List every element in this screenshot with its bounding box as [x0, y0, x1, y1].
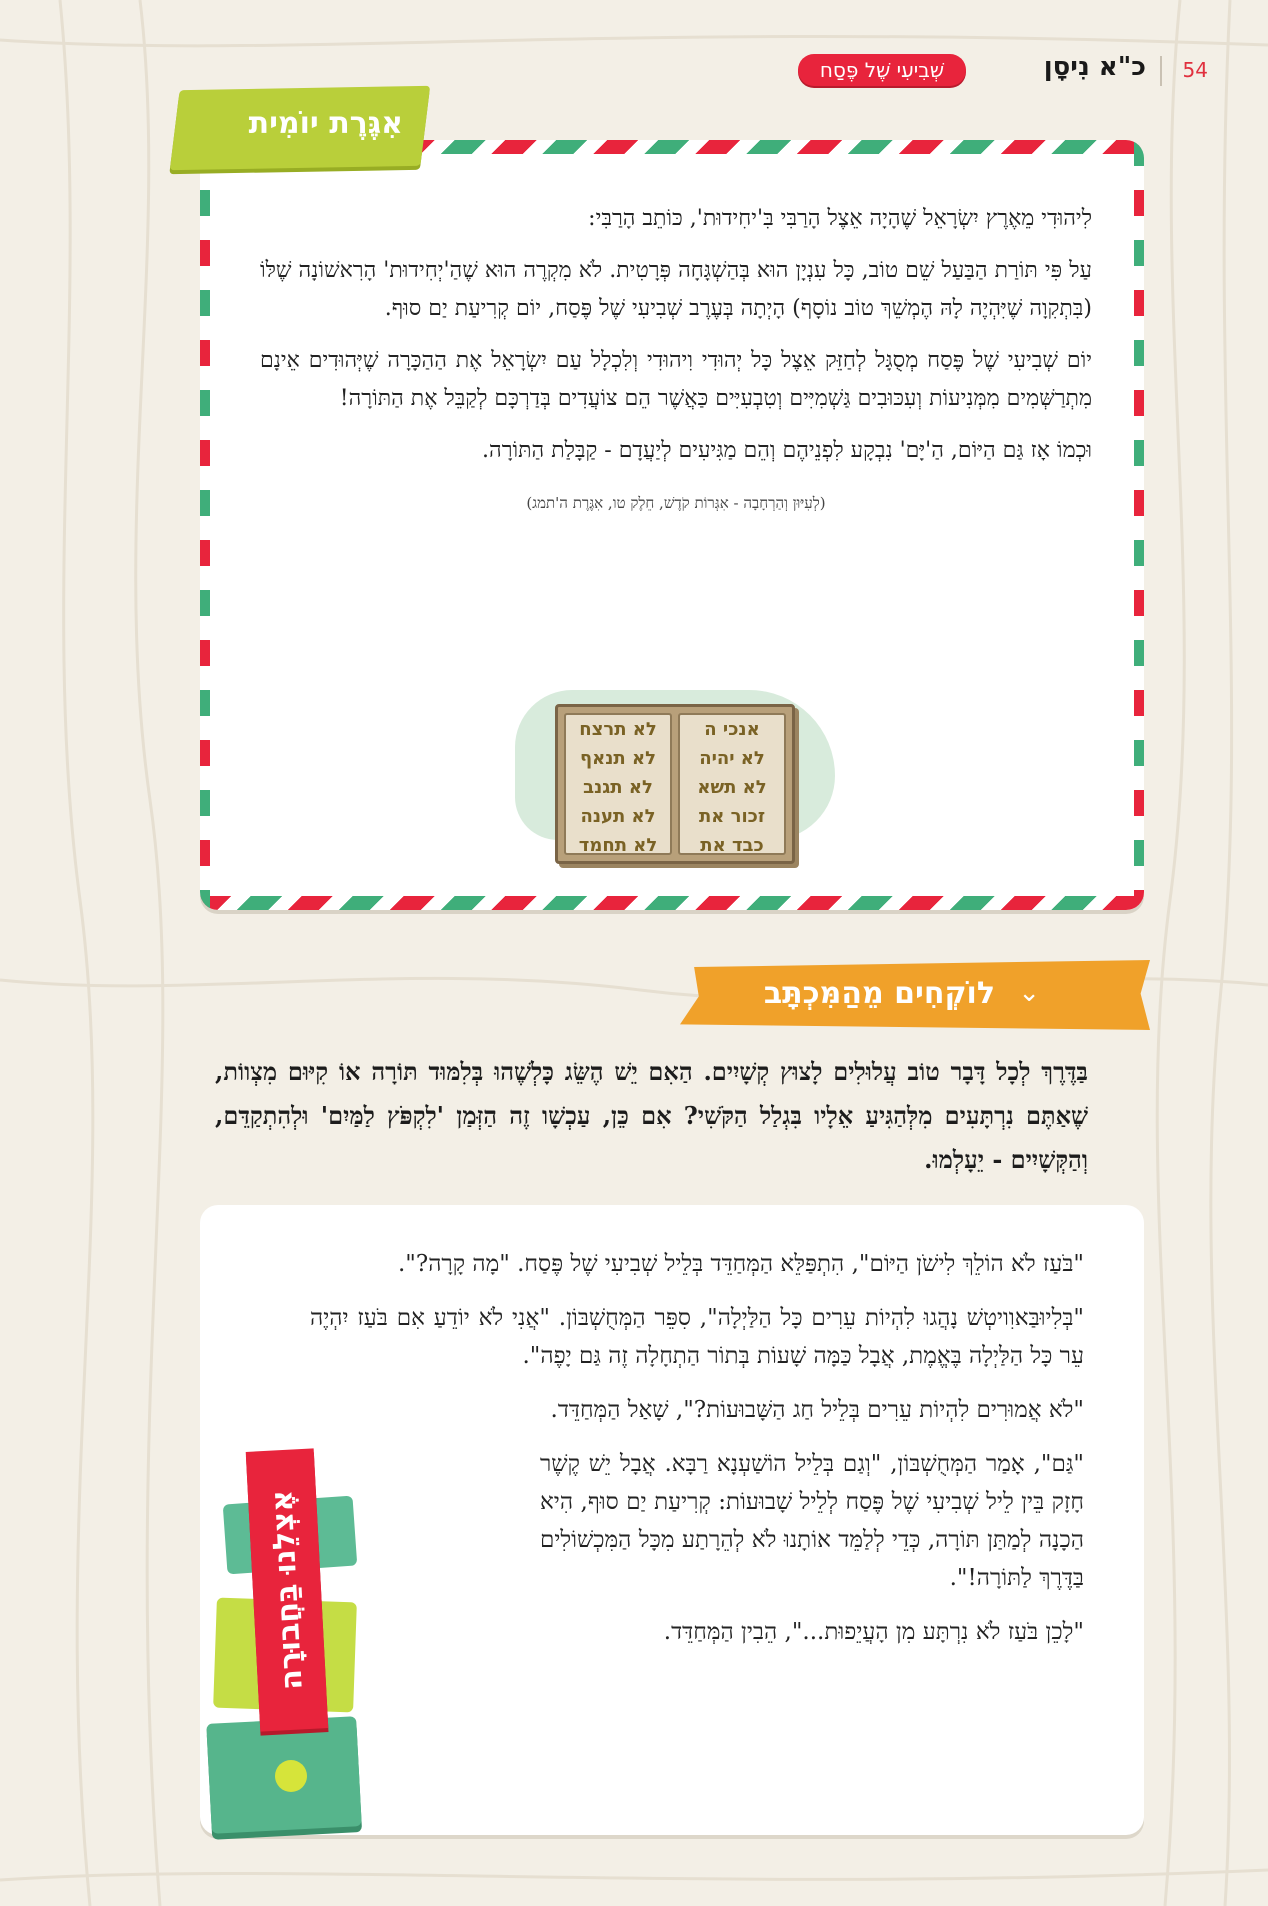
side-tag-strip: [246, 1448, 329, 1731]
letter-paragraph: וּכְמוֹ אָז גַּם הַיּוֹם, הַ'יָּם' נִבְקָע לִפְנֵיהֶם וְהֵם מַגִּיעִים לְיַעֲדָם - קַבָּלַת הַתּוֹרָה.: [482, 438, 1092, 463]
header-date: כ"א נִיסָן: [1043, 52, 1146, 82]
story-paragraph: "לָכֵן בֹּעַז לֹא נִרְתָּע מִן הָעֲיֵפוּת...", הֵבִין הַמְּחַדֵּד.: [663, 1619, 1084, 1645]
airmail-stripes-right: [1134, 140, 1144, 910]
decor-dot: [275, 1760, 307, 1792]
airmail-stripes-bottom: [200, 896, 1144, 910]
page-header: [0, 52, 1208, 92]
letter-body: [260, 200, 1092, 522]
story-body: [310, 1245, 1084, 1667]
commandment: לא יהיה: [699, 748, 765, 769]
airmail-stripes-left: [200, 140, 210, 910]
tablets-illustration: [555, 700, 795, 880]
story-paragraph: "לֹא אֲמוּרִים לִהְיוֹת עֵרִים בְּלֵיל חַג הַשָּׁבוּעוֹת?", שָׁאַל הַמְּחַדֵּד.: [550, 1397, 1084, 1423]
commandment: לא תענה: [580, 806, 656, 827]
takeaway-title: לוֹקְחִים מֵהַמִּכְתָּב: [763, 976, 995, 1011]
letter-paragraph: עַל פִּי תּוֹרַת הַבַּעַל שֵׁם טוֹב, כָּל עִנְיָן הוּא בְּהַשְׁגָּחָה פְּרָטִית. לֹא מִקְרֶה הוּא שֶׁהַ'יְחִידוּת' הָרִאשׁוֹנָה שֶׁלּוֹ (בִּתְקִוָה שֶׁיִּהְיֶה לָהּ הֶמְשֵׁךְ טוֹב נוֹסָף) הָיְתָה בְּעֶרֶב שְׁבִיעִי שֶׁל פֶּסַח, יוֹם קְרִיעַת יַם סוּף.: [260, 258, 1092, 321]
commandment: כבד את: [700, 835, 764, 856]
takeaway-text: בַּדֶּרֶךְ לְכָל דָּבָר טוֹב עֲלוּלִים לָצוּץ קְשָׁיִים. הַאִם יֵשׁ הֶשֵּׂג כָּלְשֶׁהוּ בְּלִמּוּד תּוֹרָה אוֹ קִיּוּם מִצְווֹת, שֶׁאַתֶּם נִרְתָּעִים מִלְּהַגִּיעַ אֵלָיו בִּגְלַל הַקֹּשִׁי? אִם כֵּן, עַכְשָׁו זֶה הַזְּמַן 'לִקְפֹּץ לַמַּיִם' וּלְהִתְקַדֵּם, וְהַקְּשָׁיִים - יֵעָלְמוּ.: [215, 1057, 1088, 1174]
story-paragraph: "בֹּעַז לֹא הוֹלֵךְ לִישֹׁן הַיּוֹם", הִתְפַּלֵּא הַמְּחַדֵּד בְּלֵיל שְׁבִיעִי שֶׁל פֶּסַח. "מָה קָרָה?".: [397, 1251, 1084, 1277]
group-side-tag: [205, 1450, 365, 1840]
takeaway-ribbon: [680, 960, 1150, 1030]
topic-pill: שְׁבִיעִי שֶׁל פֶּסַח: [798, 54, 966, 86]
tag-title: אִגֶּרֶת יוֹמִית: [248, 106, 403, 141]
daily-letter-tag: [175, 88, 425, 168]
story-paragraph: "גַּם", אָמַר הַמְּחֻשְׁבּוֹן, "וְגַם בְּלֵיל הוֹשַׁעְנָא רַבָּא. אֲבָל יֵשׁ קֶשֶׁר חָזָק בֵּין לֵיל שְׁבִיעִי שֶׁל פֶּסַח לְלֵיל שָׁבוּעוֹת: קְרִיעַת יַם סוּף, הִיא הַכָנָה לְמַתַּן תּוֹרָה, כְּדֵי לְלַמֵּד אוֹתָנוּ לֹא לְהֵרָתַע מִכָּל הַמִּכְשׁוֹלִים בַּדֶּרֶךְ לַתּוֹרָה!".: [540, 1451, 1084, 1591]
story-paragraph: "בְּלִיוּבַּאוִויטְשׁ נָהֲגוּ לִהְיוֹת עֵרִים כָּל הַלַּיְלָה", סִפֵּר הַמְּחֻשְׁבּוֹן. "אֲנִי לֹא יוֹדֵעַ אִם בֹּעַז יִהְיֶה עֵר כָּל הַלַּיְלָה בֶּאֱמֶת, אֲבָל כַּמָּה שָׁעוֹת בְּתוֹר הַתְחָלָה זֶה גַּם יָפֶה".: [310, 1305, 1084, 1369]
commandment: לא תנאף: [580, 748, 656, 769]
commandment: לא תרצח: [579, 719, 657, 740]
letter-intro: לִיהוּדִי מֵאֶרֶץ יִשְׂרָאֵל שֶׁהָיָה אֵצֶל הָרַבִּי בִּ'יחִידוּת', כּוֹתֵב הָרַבִּי:: [588, 206, 1092, 231]
letter-source: (לְעִיּוּן וְהַרְחָבָה - אִגְּרוֹת קֹדֶשׁ, חֵלֶק טו, אִגֶּרֶת ה'תמג): [526, 494, 826, 512]
commandment: לא תגנב: [583, 777, 653, 798]
tablets-frame: [555, 704, 795, 864]
commandment: זכור את: [698, 806, 766, 827]
commandment: לא תחמד: [578, 835, 658, 856]
page-number: 54: [1182, 58, 1208, 82]
letter-paragraph: יוֹם שְׁבִיעִי שֶׁל פֶּסַח מְסֻגָּל לְחַזֵּק אֵצֶל כָּל יְהוּדִי וִיהוּדִי וְלִכְלָל עַם יִשְׂרָאֵל אֶת הַהַכָּרָה שֶׁיְּהוּדִים אֵינָם מִתְרַשְּׁמִים מִמְּנִיעוֹת וְעִכּוּבִים גַּשְׁמִיִּים וְטִבְעִיִּים כַּאֲשֶׁר הֵם צוֹעֲדִים בְּדַרְכָּם לְקַבֵּל אֶת הַתּוֹרָה!: [260, 348, 1092, 411]
chevron-down-icon: ⌄: [1018, 978, 1040, 1008]
header-divider: [1160, 56, 1162, 86]
commandment: אנכי ה: [704, 719, 760, 740]
side-tag-label: אֶצְלֵנוּ בַּחֲבוּרָה: [264, 1489, 310, 1691]
tablet-right: [678, 713, 786, 855]
commandment: לא תשא: [697, 777, 767, 798]
tablet-left: [564, 713, 672, 855]
